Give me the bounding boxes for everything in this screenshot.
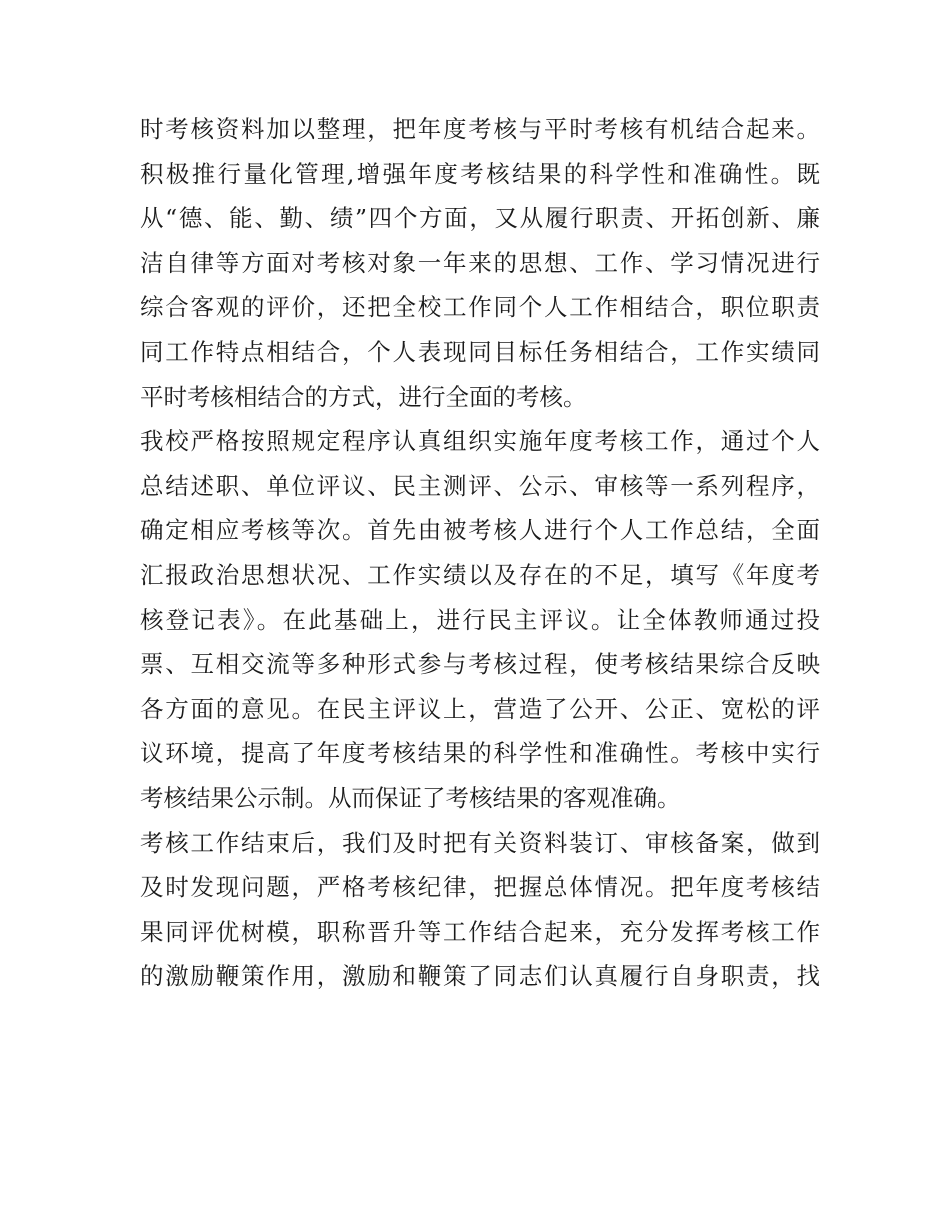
text-line: 各方面的意见。在民主评议上，营造了公开、公正、宽松的评 (140, 694, 820, 723)
text-line: 议环境，提高了年度考核结果的科学性和准确性。考核中实行 (140, 739, 820, 768)
text-line: 核登记表》。在此基础上，进行民主评议。让全体教师通过投 (140, 605, 820, 634)
text-line: 总结述职、单位评议、民主测评、公示、审核等一系列程序， (140, 471, 820, 500)
text-line: 果同评优树模，职称晋升等工作结合起来，充分发挥考核工作 (140, 917, 820, 946)
text-line: 平时考核相结合的方式，进行全面的考核。 (140, 382, 587, 411)
text-line: 同工作特点相结合，个人表现同目标任务相结合，工作实绩同 (140, 337, 820, 366)
text-line: 综合客观的评价，还把全校工作同个人工作相结合，职位职责 (140, 293, 820, 322)
text-line: 洁自律等方面对考核对象一年来的思想、工作、学习情况进行 (140, 248, 820, 277)
text-line: 从“德、能、勤、绩”四个方面，又从履行职责、开拓创新、廉 (140, 204, 820, 233)
text-line: 考核工作结束后，我们及时把有关资料装订、审核备案，做到 (140, 828, 820, 857)
text-line: 及时发现问题，严格考核纪律，把握总体情况。把年度考核结 (140, 873, 820, 902)
text-line: 票、互相交流等多种形式参与考核过程，使考核结果综合反映 (140, 650, 820, 679)
text-line: 我校严格按照规定程序认真组织实施年度考核工作，通过个人 (140, 427, 820, 456)
text-line: 的激励鞭策作用，激励和鞭策了同志们认真履行自身职责，找 (140, 962, 820, 991)
text-line: 确定相应考核等次。首先由被考核人进行个人工作总结，全面 (140, 516, 820, 545)
text-line: 时考核资料加以整理，把年度考核与平时考核有机结合起来。 (140, 115, 820, 143)
text-line: 汇报政治思想状况、工作实绩以及存在的不足，填写《年度考 (140, 560, 820, 589)
document-body (140, 107, 820, 999)
text-line: 考核结果公示制。从而保证了考核结果的客观准确。 (140, 783, 681, 812)
text-line: 积极推行量化管理,增强年度考核结果的科学性和准确性。既 (140, 159, 820, 188)
